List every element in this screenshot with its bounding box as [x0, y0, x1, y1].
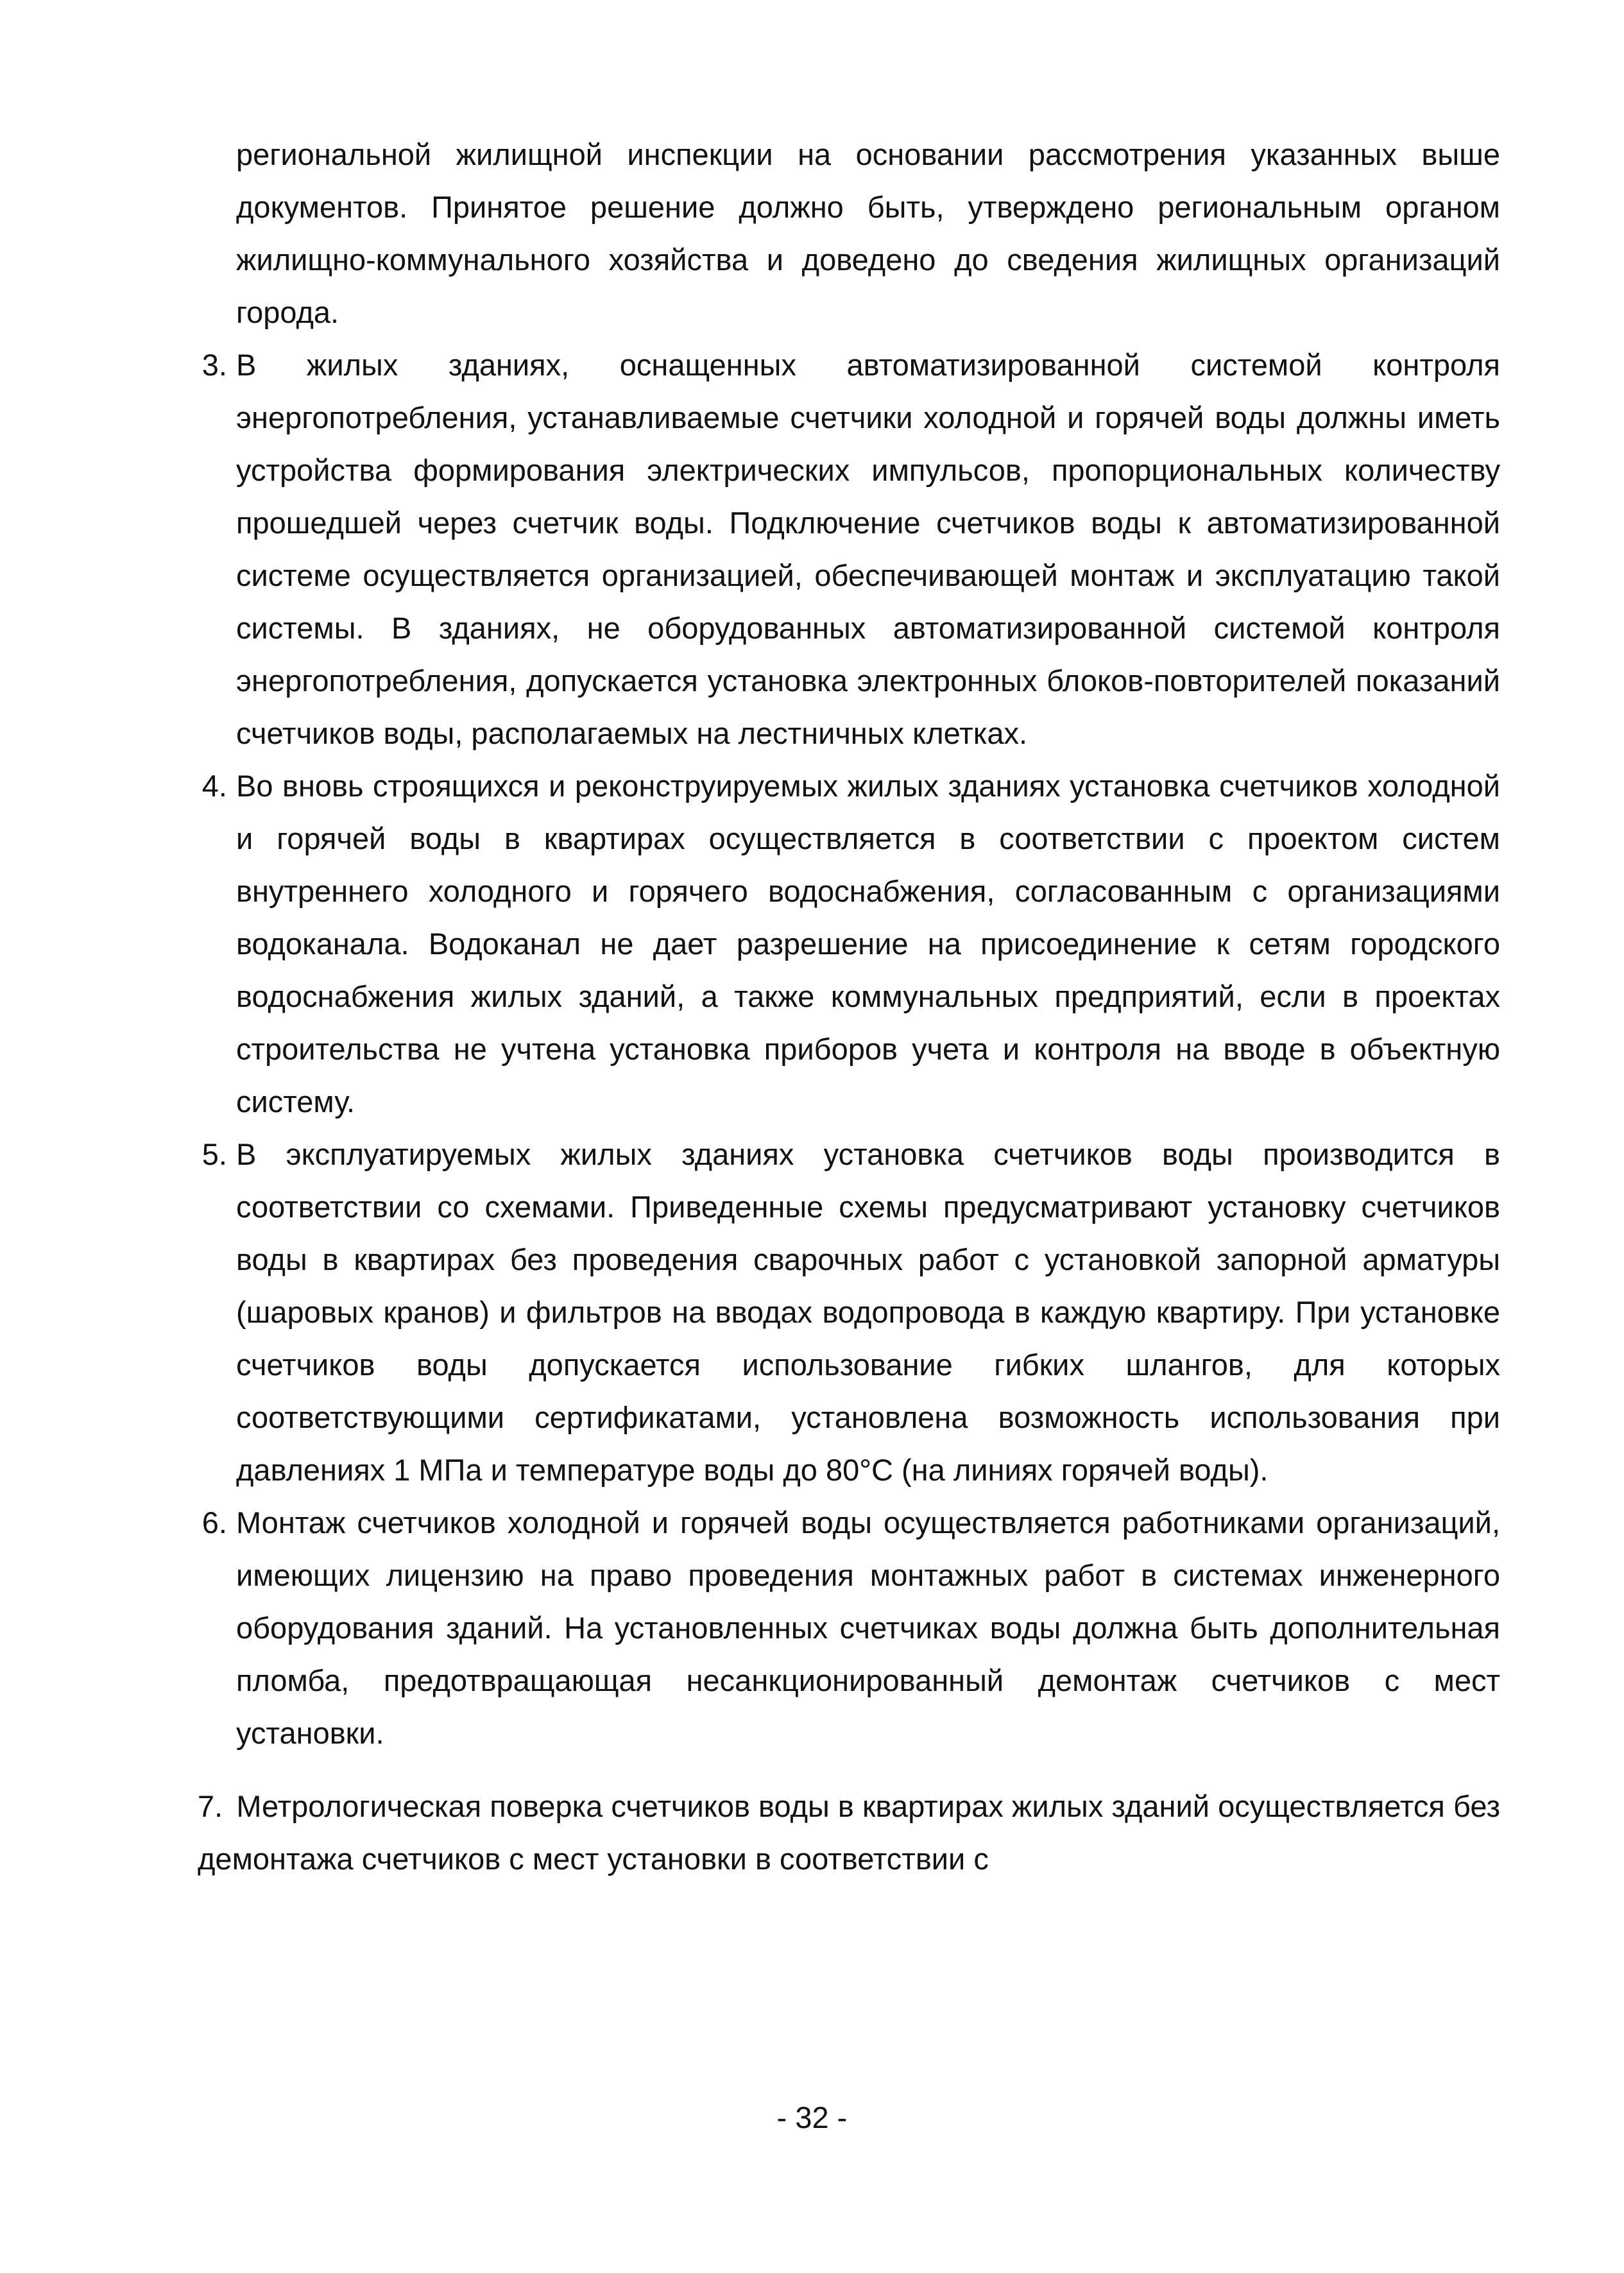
list-item-number: 3. [201, 348, 227, 382]
list-item-5 [201, 1128, 1500, 1497]
list-item-text: Монтаж счетчиков холодной и горячей воды осуществляется работниками организаций, имеющих лицензию на право проведения монтажных работ в системах инженерного оборудования зданий. На установленных счетчиках воды должна быть дополнительная пломба, предотвращающая несанкционированный демонтаж счетчиков с мест установки. [236, 1505, 1500, 1750]
list-item-text: В жилых зданиях, оснащенных автоматизированной системой контроля энергопотребления, устанавливаемые счетчики холодной и горячей воды должны иметь устройства формирования электрических импульсов, пропорциональных количеству прошедшей через счетчик воды. Подключение счетчиков воды к автоматизированной системе осуществляется организацией, обеспечивающей монтаж и эксплуатацию такой системы. В зданиях, не оборудованных автоматизированной системой контроля энергопотребления, допускается установка электронных блоков-повторителей показаний счетчиков воды, располагаемых на лестничных клетках. [236, 348, 1500, 750]
list-item-number: 7. [198, 1789, 223, 1823]
list-item-6 [201, 1497, 1500, 1760]
list-item-number: 5. [201, 1137, 227, 1171]
intro-paragraph: региональной жилищной инспекции на основании рассмотрения указанных выше документов. Принятое решение должно быть, утверждено региональным органом жилищно-коммунального хозяйства и доведено до сведения жилищных организаций города. [236, 137, 1500, 329]
page-number: - 32 - [776, 2100, 848, 2134]
list-item-7 [198, 1780, 1500, 1885]
list-item-text: Метрологическая поверка счетчиков воды в квартирах жилых зданий осуществляется без демонтажа счетчиков с мест установки в соответствии с [198, 1789, 1500, 1876]
list-item-3 [201, 339, 1500, 760]
list-item-text: Во вновь строящихся и реконструируемых жилых зданиях установка счетчиков холодной и горячей воды в квартирах осуществляется в соответствии с проектом систем внутреннего холодного и горячего водоснабжения, согласованным с организациями водоканала. Водоканал не дает разрешение на присоединение к сетям городского водоснабжения жилых зданий, а также коммунальных предприятий, если в проектах строительства не учтена установка приборов учета и контроля на вводе в объектную систему. [236, 769, 1500, 1119]
list-item-text: В эксплуатируемых жилых зданиях установка счетчиков воды производится в соответствии со схемами. Приведенные схемы предусматривают установку счетчиков воды в квартирах без проведения сварочных работ с установкой запорной арматуры (шаровых кранов) и фильтров на вводах водопровода в каждую квартиру. При установке счетчиков воды допускается использование гибких шлангов, для которых соответствующими сертификатами, установлена возможность использования при давлениях 1 МПа и температуре воды до 80°С (на линиях горячей воды). [236, 1137, 1500, 1487]
list-item-number: 4. [201, 769, 227, 803]
list-item-4 [201, 760, 1500, 1128]
list-item-number: 6. [201, 1505, 227, 1540]
document-body [198, 128, 1500, 1916]
